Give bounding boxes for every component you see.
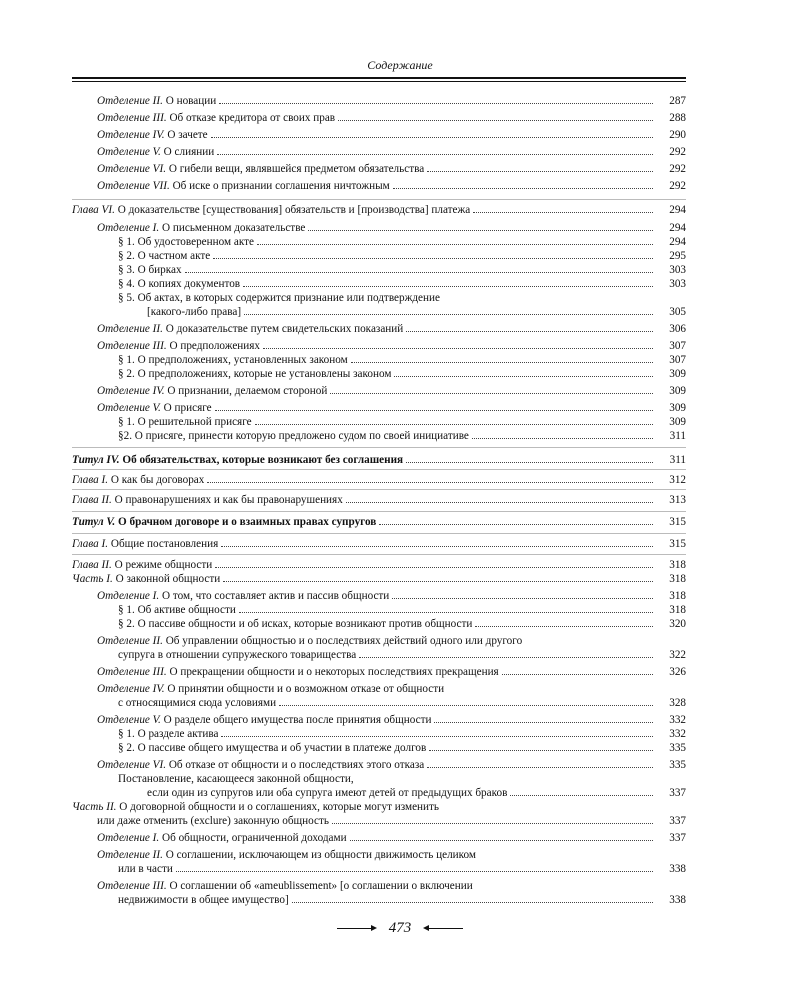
toc-entry-label: Отделение II. (97, 95, 163, 107)
toc-entry-page: 313 (669, 494, 686, 506)
dot-leader (379, 523, 653, 525)
toc-entry-label: Глава II. (72, 559, 112, 571)
toc-entry-title: О новации (162, 95, 217, 107)
toc-entry (97, 400, 686, 415)
toc-entry-page: 320 (669, 618, 686, 630)
toc-entry-label: Отделение III. (97, 340, 167, 352)
toc-entry-label: Титул V. (72, 516, 116, 528)
dot-leader (263, 347, 653, 349)
toc-entry-text (118, 893, 289, 907)
dot-leader (213, 257, 653, 259)
toc-entry-page: 318 (669, 604, 686, 616)
toc-entry-title: или в части (118, 863, 173, 875)
toc-entry-page: 335 (669, 759, 686, 771)
toc-entry (72, 571, 686, 586)
toc-entry-title: О предположениях (166, 340, 261, 352)
toc-entry-text (72, 558, 212, 572)
dot-leader (207, 481, 653, 483)
dot-leader (394, 375, 653, 377)
toc-entry-page: 292 (669, 146, 686, 158)
toc-entry (118, 861, 686, 876)
section-separator (72, 554, 686, 555)
toc-entry-text (118, 277, 240, 291)
toc-entry-text (97, 814, 329, 828)
header-rule-thin (72, 81, 686, 82)
toc-entry-title: § 2. О пассиве общности и об исках, которые возникают против общности (118, 618, 473, 630)
toc-entry-title: О соглашении об «ameublissement» [о соглашении о включении (166, 880, 473, 892)
toc-entry (97, 878, 686, 893)
dot-leader (429, 749, 653, 751)
dot-leader (406, 330, 653, 332)
dot-leader (185, 271, 653, 273)
toc-entry-title: § 2. О частном акте (118, 250, 211, 262)
toc-entry-page: 332 (669, 714, 686, 726)
dot-leader (243, 285, 653, 287)
dot-leader (239, 611, 653, 613)
toc-entry-title: Общие постановления (108, 538, 219, 550)
toc-entry-page: 318 (669, 573, 686, 585)
toc-entry-text (118, 603, 236, 617)
dot-leader (510, 794, 653, 796)
toc-entry-text (72, 203, 470, 217)
toc-entry-text (118, 696, 276, 710)
toc-entry-text (72, 515, 376, 529)
toc-entry-title: О принятии общности и о возможном отказе от общности (164, 683, 445, 695)
dot-leader (217, 153, 653, 155)
toc-entry-page: 332 (669, 728, 686, 740)
toc-entry-page: 288 (669, 112, 686, 124)
toc-entry-page: 328 (669, 697, 686, 709)
toc-entry-text (97, 384, 327, 398)
toc-entry-text (97, 162, 424, 176)
toc-entry (118, 616, 686, 631)
toc-entry-title: §2. О присяге, принести которую предложено судом по своей инициативе (118, 430, 469, 442)
dot-leader (393, 187, 653, 189)
dot-leader (350, 839, 653, 841)
toc-entry-page: 305 (669, 306, 686, 318)
dot-leader (279, 704, 653, 706)
toc-entry-text (97, 111, 335, 125)
section-separator (72, 447, 686, 448)
toc-entry-label: Отделение VI. (97, 163, 167, 175)
toc-entry-label: Глава I. (72, 538, 109, 550)
toc-entry-page: 309 (669, 402, 686, 414)
toc-entry-page: 315 (669, 516, 686, 528)
toc-entry-page: 294 (669, 204, 686, 216)
toc-entry-text (72, 800, 439, 814)
toc-entry (118, 892, 686, 907)
toc-entry-title: О доказательстве [существования] обязательств и [производства] платежа (114, 204, 471, 216)
toc-entry (118, 414, 686, 429)
toc-entry-label: Отделение I. (97, 832, 160, 844)
toc-entry-text (97, 879, 473, 893)
toc-entry-text (118, 429, 469, 443)
toc-entry (97, 633, 686, 648)
toc-entry-text (72, 453, 403, 467)
toc-entry-title: Об обязательствах, которые возникают без соглашения (119, 454, 404, 466)
dot-leader (475, 625, 653, 627)
toc-entry-title: О слиянии (160, 146, 215, 158)
toc-entry-page: 290 (669, 129, 686, 141)
toc-entry (97, 830, 686, 845)
toc-entry-title: О брачном договоре и о взаимных правах супругов (115, 516, 377, 528)
toc-entry-page: 295 (669, 250, 686, 262)
dot-leader (427, 766, 653, 768)
toc-entry-page: 292 (669, 163, 686, 175)
toc-entry-title: § 4. О копиях документов (118, 278, 241, 290)
toc-entry (118, 276, 686, 291)
toc-entry (97, 144, 686, 159)
toc-entry-page: 309 (669, 368, 686, 380)
toc-entry-text (118, 772, 354, 786)
toc-entry (97, 220, 686, 235)
toc-entry (97, 664, 686, 679)
section-separator (72, 199, 686, 200)
toc-entry-title: О соглашении, исключающем из общности движимость целиком (162, 849, 477, 861)
toc-entry-text (72, 473, 204, 487)
toc-entry (72, 472, 686, 487)
ornament-left-icon (337, 928, 375, 929)
toc-entry (97, 161, 686, 176)
toc-entry-text (72, 537, 218, 551)
toc-entry-label: Отделение II. (97, 635, 163, 647)
dot-leader (502, 673, 653, 675)
toc-entry-page: 318 (669, 559, 686, 571)
toc-entry-page: 318 (669, 590, 686, 602)
toc-entry-title: § 1. Об удостоверенном акте (118, 236, 254, 248)
dot-leader (473, 211, 653, 213)
toc-entry (118, 602, 686, 617)
toc-entry-title: Об отказе от общности и о последствиях этого отказа (166, 759, 425, 771)
toc-entry-title: § 1. О решительной присяге (118, 416, 252, 428)
toc-entry-text (97, 322, 403, 336)
section-separator (72, 489, 686, 490)
toc-entry-page: 335 (669, 742, 686, 754)
toc-entry-title: О том, что составляет актив и пассив общности (159, 590, 390, 602)
toc-entry-page: 294 (669, 222, 686, 234)
toc-entry (72, 536, 686, 551)
dot-leader (215, 409, 653, 411)
toc-entry-text (72, 572, 220, 586)
toc-entry-title: § 2. О предположениях, которые не установлены законом (118, 368, 392, 380)
toc-entry-page: 306 (669, 323, 686, 335)
toc-entry (72, 492, 686, 507)
toc-entry-page: 315 (669, 538, 686, 550)
dot-leader (257, 243, 653, 245)
toc-entry-title: О разделе общего имущества после принятия общности (160, 714, 432, 726)
toc-entry-label: Отделение VII. (97, 180, 170, 192)
toc-entry (97, 321, 686, 336)
toc-entry-text (97, 634, 522, 648)
toc-entry (118, 366, 686, 381)
toc-entry-title: О законной общности (112, 573, 221, 585)
toc-entry-text (72, 493, 343, 507)
toc-entry-text (97, 179, 390, 193)
toc-entry (97, 813, 686, 828)
toc-entry-text (97, 589, 389, 603)
toc-entry-title: § 5. Об актах, в которых содержится признание или подтверждение (118, 292, 440, 304)
toc-entry-page: 292 (669, 180, 686, 192)
section-separator (72, 469, 686, 470)
toc-entry-text (97, 713, 431, 727)
toc-entry-text (118, 235, 254, 249)
toc-entry-page: 337 (669, 787, 686, 799)
dot-leader (244, 313, 653, 315)
toc-entry-title: § 2. О пассиве общего имущества и об участии в платеже долгов (118, 742, 427, 754)
toc-entry-title: § 1. Об активе общности (118, 604, 236, 616)
dot-leader (406, 461, 653, 463)
dot-leader (338, 119, 653, 121)
section-separator (72, 533, 686, 534)
toc-entry-label: Отделение IV. (97, 385, 165, 397)
toc-entry (118, 726, 686, 741)
toc-entry (72, 202, 686, 217)
toc-entry-page: 312 (669, 474, 686, 486)
toc-entry-text (97, 221, 305, 235)
dot-leader (351, 361, 653, 363)
toc-entry-title: О признании, делаемом стороной (164, 385, 328, 397)
toc-entry-text (118, 415, 252, 429)
toc-entry (118, 771, 686, 786)
toc-entry-label: Часть II. (72, 801, 117, 813)
toc-entry-page: 309 (669, 416, 686, 428)
dot-leader (472, 437, 653, 439)
dot-leader (255, 423, 653, 425)
toc-entry-title: если один из супругов или оба супруга имеют детей от предыдущих браков (147, 787, 508, 799)
section-separator (72, 511, 686, 512)
toc-entry-label: Глава VI. (72, 204, 115, 216)
toc-entry (97, 93, 686, 108)
dot-leader (332, 822, 653, 824)
toc-entry-page: 309 (669, 385, 686, 397)
toc-entry-page: 294 (669, 236, 686, 248)
toc-entry-label: Отделение III. (97, 112, 167, 124)
dot-leader (434, 721, 653, 723)
dot-leader (308, 229, 653, 231)
toc-entry-text (97, 665, 499, 679)
toc-entry-title: [какого-либо права] (147, 306, 242, 318)
toc-entry (97, 588, 686, 603)
toc-entry-title: § 1. О разделе актива (118, 728, 219, 740)
toc-entry-title: Об общности, ограниченной доходами (159, 832, 347, 844)
dot-leader (215, 566, 653, 568)
toc-entry-label: Титул IV. (72, 454, 120, 466)
toc-entry (118, 262, 686, 277)
toc-entry-label: Отделение II. (97, 323, 163, 335)
toc-entry-text (118, 249, 210, 263)
toc-entry-text (118, 617, 472, 631)
toc-entry-text (118, 263, 182, 277)
toc-entry-page: 337 (669, 832, 686, 844)
dot-leader (223, 580, 653, 582)
toc-entry-label: Отделение V. (97, 714, 161, 726)
toc-entry-title: Об управлении общностью и о последствиях действий одного или другого (162, 635, 523, 647)
toc-entry (97, 757, 686, 772)
toc-entry-text (118, 727, 218, 741)
toc-entry (72, 452, 686, 467)
toc-entry-text (97, 831, 347, 845)
dot-leader (219, 102, 653, 104)
toc-entry-text (118, 648, 356, 662)
toc-entry (118, 647, 686, 662)
toc-entry (72, 799, 686, 814)
toc-entry-label: Отделение I. (97, 222, 160, 234)
toc-entry-label: Отделение V. (97, 402, 161, 414)
toc-entry-title: недвижимости в общее имущество] (118, 894, 289, 906)
dot-leader (176, 870, 653, 872)
toc-entry (118, 695, 686, 710)
toc-entry-page: 326 (669, 666, 686, 678)
toc-entry (97, 110, 686, 125)
toc-entry-title: Постановление, касающееся законной общности, (118, 773, 354, 785)
toc-entry-title: О правонарушениях и как бы правонарушениях (111, 494, 343, 506)
toc-entry-text (97, 339, 260, 353)
toc-entry-text (97, 145, 214, 159)
dot-leader (221, 545, 653, 547)
toc-entry-title: § 3. О бирках (118, 264, 182, 276)
toc-entry-title: Об иске о признании соглашения ничтожным (169, 180, 390, 192)
toc-entry-label: Отделение II. (97, 849, 163, 861)
toc-entry-label: Отделение IV. (97, 129, 165, 141)
toc-entry-label: Глава I. (72, 474, 109, 486)
dot-leader (211, 136, 653, 138)
toc-entry-page: 311 (669, 430, 686, 442)
toc-entry-title: О договорной общности и о соглашениях, которые могут изменить (116, 801, 440, 813)
toc-entry-page: 303 (669, 278, 686, 290)
ornament-right-icon (425, 928, 463, 929)
toc-entry-title: или даже отменить (exclure) законную общность (97, 815, 329, 827)
toc-entry-text (97, 401, 212, 415)
dot-leader (392, 597, 653, 599)
header-rule-thick (72, 77, 686, 79)
toc-entry-page: 337 (669, 815, 686, 827)
toc-entry-page: 307 (669, 340, 686, 352)
toc-entry (147, 785, 686, 800)
toc-entry-label: Часть I. (72, 573, 113, 585)
dot-leader (292, 901, 653, 903)
toc-entry (118, 248, 686, 263)
dot-leader (427, 170, 653, 172)
dot-leader (346, 501, 653, 503)
toc-entry-title: О как бы договорах (108, 474, 205, 486)
toc-entry (97, 338, 686, 353)
toc-entry (72, 557, 686, 572)
toc-entry-title: О присяге (160, 402, 212, 414)
toc-entry-title: О зачете (164, 129, 208, 141)
toc-entry-text (118, 741, 426, 755)
toc-entry-title: О режиме общности (111, 559, 213, 571)
toc-entry-title: § 1. О предположениях, установленных законом (118, 354, 348, 366)
toc-entry (97, 178, 686, 193)
toc-entry-page: 338 (669, 863, 686, 875)
toc-entry-label: Отделение V. (97, 146, 161, 158)
toc-entry-title: Об отказе кредитора от своих прав (166, 112, 336, 124)
toc-entry (147, 304, 686, 319)
toc-entry-title: О доказательстве путем свидетельских показаний (162, 323, 404, 335)
page-number: 473 (388, 920, 412, 936)
toc-entry (97, 127, 686, 142)
toc-entry (118, 428, 686, 443)
toc-entry-text (118, 353, 348, 367)
toc-entry (118, 740, 686, 755)
toc-entry (97, 383, 686, 398)
toc-entry-page: 322 (669, 649, 686, 661)
toc-entry-label: Глава II. (72, 494, 112, 506)
toc-entry-text (97, 758, 424, 772)
toc-entry-page: 338 (669, 894, 686, 906)
dot-leader (359, 656, 653, 658)
toc-entry-label: Отделение I. (97, 590, 160, 602)
toc-entry-page: 303 (669, 264, 686, 276)
toc-entry-page: 307 (669, 354, 686, 366)
toc-entry-text (97, 682, 444, 696)
toc-entry (97, 681, 686, 696)
toc-entry-text (97, 94, 216, 108)
toc-entry-text (118, 367, 391, 381)
toc-entry-text (118, 862, 173, 876)
dot-leader (330, 392, 653, 394)
toc-entry-text (97, 848, 476, 862)
toc-entry-page: 287 (669, 95, 686, 107)
running-header: Содержание (367, 58, 433, 72)
toc-entry-text (147, 305, 241, 319)
toc-entry (72, 514, 686, 529)
toc-entry-label: Отделение IV. (97, 683, 165, 695)
toc-entry-label: Отделение VI. (97, 759, 167, 771)
toc-entry (97, 847, 686, 862)
toc-entry (118, 290, 686, 305)
dot-leader (221, 735, 653, 737)
page-footer (0, 920, 800, 937)
toc-entry-title: О прекращении общности и о некоторых последствиях прекращения (166, 666, 499, 678)
toc-entry (118, 234, 686, 249)
toc-entry-label: Отделение III. (97, 666, 167, 678)
toc-entry-text (118, 291, 440, 305)
toc-entry-title: О гибели вещи, являвшейся предметом обязательства (166, 163, 425, 175)
toc-entry-text (97, 128, 208, 142)
toc-entry-text (147, 786, 507, 800)
toc-entry-title: супруга в отношении супружеского товарищества (118, 649, 357, 661)
toc-entry-title: О письменном доказательстве (159, 222, 306, 234)
toc-entry-label: Отделение III. (97, 880, 167, 892)
toc-entry-page: 311 (669, 454, 686, 466)
toc-entry (118, 352, 686, 367)
toc-entry-title: с относящимися сюда условиями (118, 697, 277, 709)
toc-entry (97, 712, 686, 727)
